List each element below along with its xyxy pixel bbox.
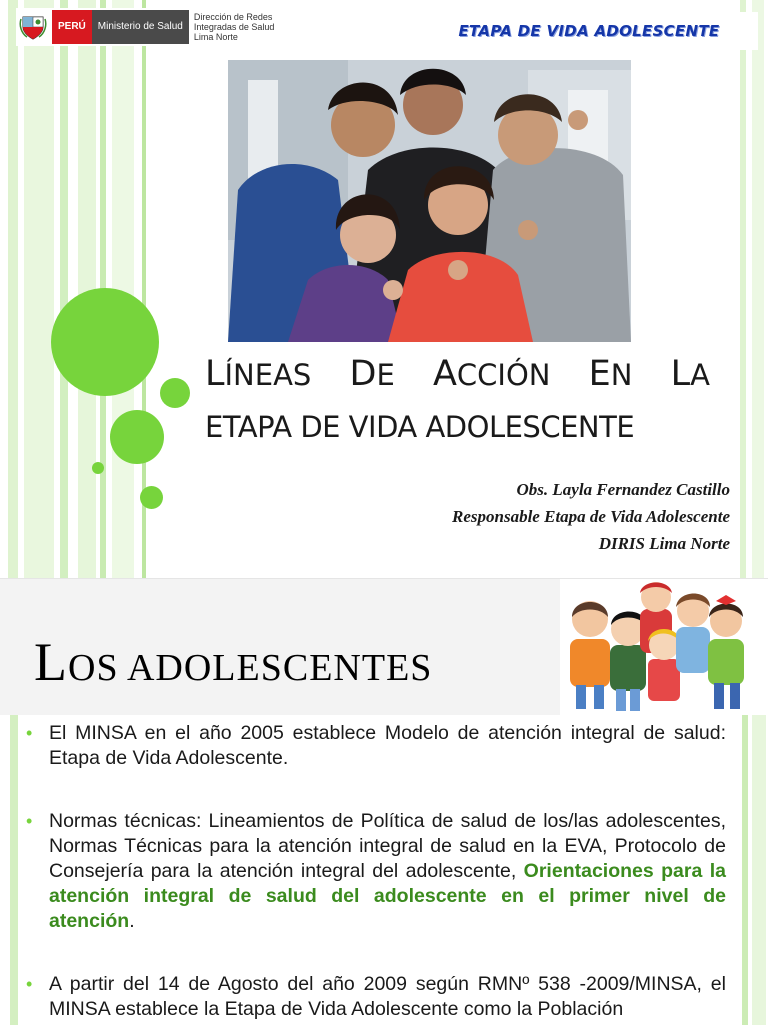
author-box	[192, 474, 738, 554]
main-title-line2: ETAPA DE VIDA ADOLESCENTE	[205, 410, 635, 444]
kids-illustration	[560, 579, 768, 715]
bullet-item	[26, 809, 726, 934]
bullet-text: A partir del 14 de Agosto del año 2009 según RMNº 538 -2009/MINSA, el MINSA establece la Etapa de Vida Adolescente como la Población	[49, 973, 726, 1020]
bullet-list	[26, 721, 726, 1022]
diris-label	[189, 12, 290, 42]
decor-stripe	[24, 0, 54, 578]
bullet-item	[26, 721, 726, 771]
title-word: LA	[670, 354, 710, 394]
title-word: ACCIÓN	[432, 354, 551, 394]
highlight-text: Orientaciones para la atención integral de salud del adolescente en el primer nivel de atención	[49, 860, 726, 932]
bullet-text: El MINSA en el año 2005 establece Modelo de atención integral de salud: Etapa de Vida Adolescente.	[49, 722, 726, 769]
decor-circle	[140, 486, 163, 509]
bullet-icon: •	[26, 723, 33, 743]
decor-circle	[51, 288, 159, 396]
bullet-icon: •	[26, 811, 33, 831]
slide2-title	[34, 631, 432, 693]
title-word: EN	[588, 354, 633, 394]
stage-title: ETAPA DE VIDA ADOLESCENTE	[420, 12, 758, 50]
decor-circle	[110, 410, 164, 464]
main-title-line1	[205, 348, 710, 401]
slide-adolescents	[0, 578, 768, 1025]
decor-stripe	[742, 715, 748, 1025]
diris-line: Lima Norte	[193, 32, 238, 42]
decor-stripe	[8, 0, 18, 578]
slide2-title-rest: OS ADOLESCENTES	[68, 647, 433, 689]
coat-of-arms-icon	[18, 12, 48, 42]
slide2-title-cap: L	[34, 632, 68, 692]
bullet-item	[26, 972, 726, 1022]
title-word: LÍNEAS	[205, 354, 312, 394]
decor-stripe	[740, 0, 746, 578]
ministry-logo-bar	[16, 8, 306, 46]
teens-group-photo	[228, 60, 631, 342]
decor-circle	[160, 378, 190, 408]
author-role: Responsable Etapa de Vida Adolescente	[452, 507, 730, 526]
bullet-text: Normas técnicas: Lineamientos de Política de salud de los/las adolescentes, Normas Técnicas para la atención integral de salud en la EVA, Protocolo de Consejería para la atención integral del adolescente,	[49, 810, 726, 882]
decor-circle	[92, 462, 104, 474]
diris-line: Dirección de Redes	[193, 12, 273, 22]
author-name: Obs. Layla Fernandez Castillo	[516, 480, 730, 499]
main-title	[205, 348, 710, 453]
decor-stripe	[60, 0, 68, 578]
peru-label: PERÚ	[52, 10, 92, 44]
bullet-suffix: .	[129, 910, 135, 932]
diris-line: Integradas de Salud	[193, 22, 275, 32]
decor-stripe	[10, 715, 18, 1025]
author-org: DIRIS Lima Norte	[598, 534, 730, 553]
title-word: DE	[349, 354, 395, 394]
decor-stripe	[752, 715, 766, 1025]
bullet-icon: •	[26, 974, 33, 994]
ministry-label: Ministerio de Salud	[92, 10, 189, 44]
decor-stripe	[752, 0, 764, 578]
